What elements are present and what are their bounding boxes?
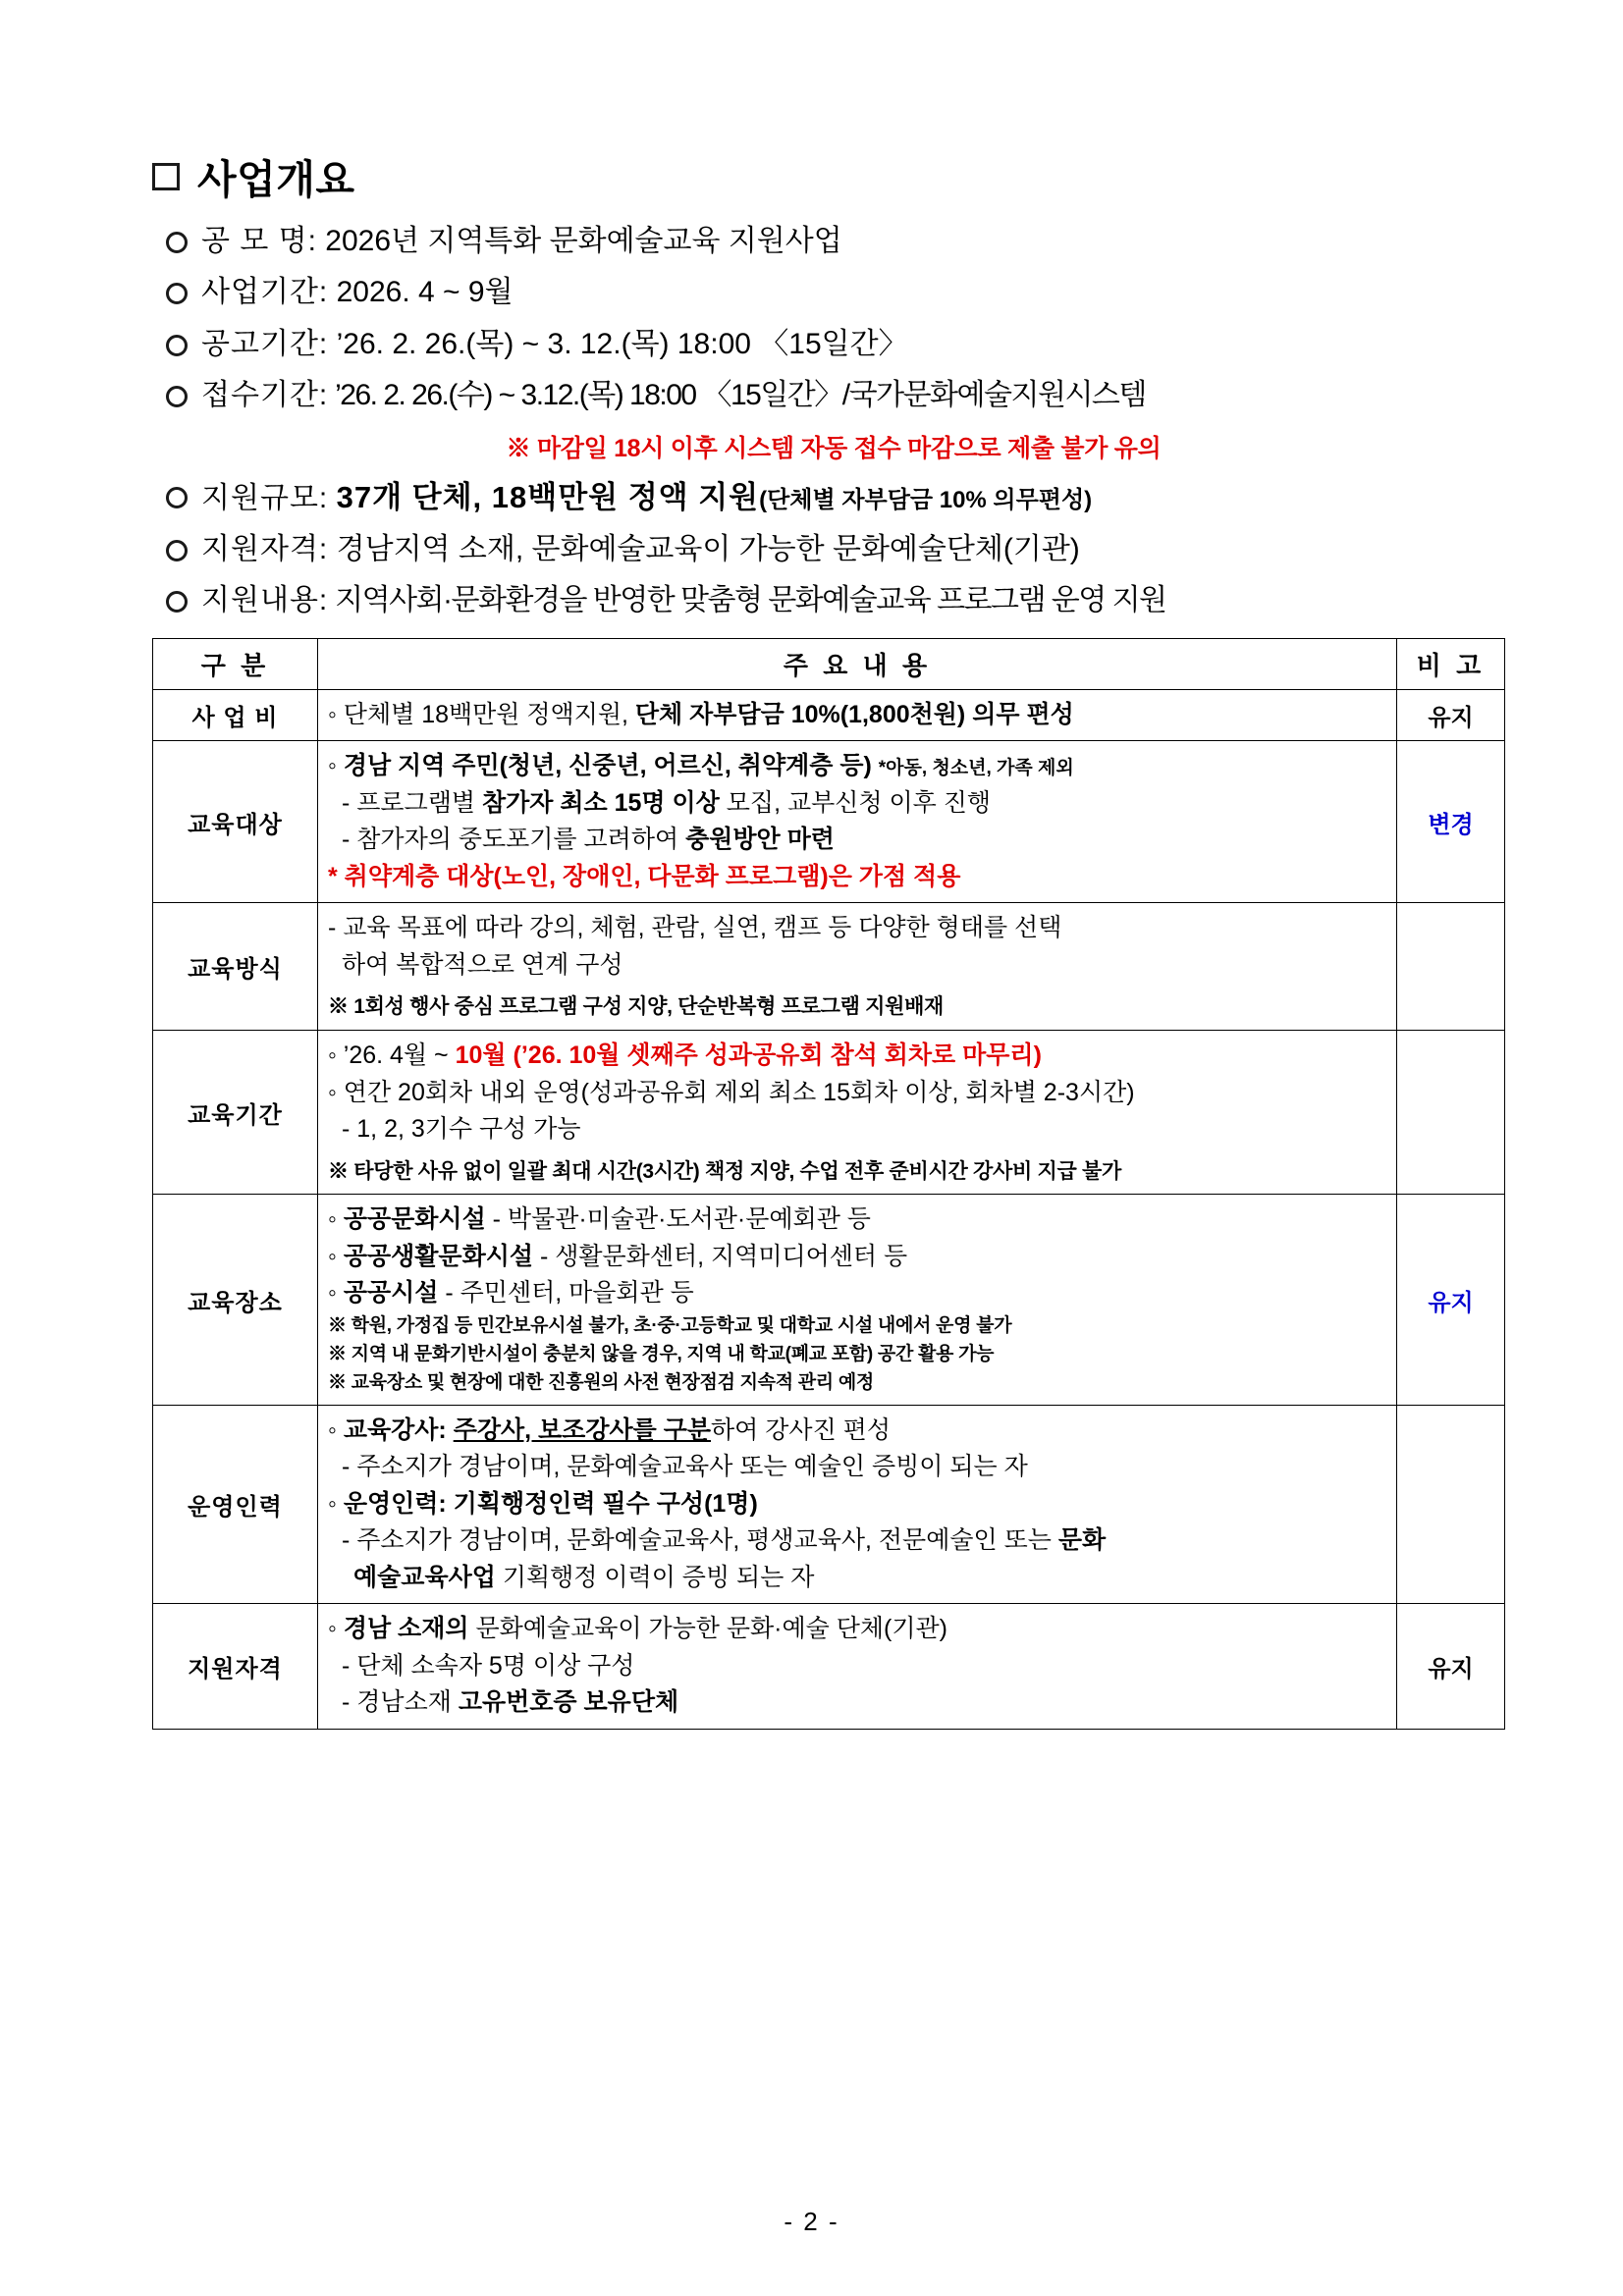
table-row bbox=[153, 1195, 1505, 1405]
circle-bullet-icon bbox=[166, 335, 188, 356]
content-line: - 1, 2, 3기수 구성 가능 bbox=[342, 1115, 581, 1144]
circle-bullet-icon bbox=[166, 386, 188, 407]
content-line: ※ 교육장소 및 현장에 대한 진흥원의 사전 현장점검 지속적 관리 예정 bbox=[328, 1371, 874, 1393]
row-content-4 bbox=[318, 1195, 1397, 1405]
content-line: ◦ 운영인력: 기획행정인력 필수 구성(1명) bbox=[328, 1489, 758, 1518]
content-line: ◦ 경남 지역 주민(청년, 신중년, 어르신, 취약계층 등) *아동, 청소년, 가족 제외 bbox=[328, 752, 1074, 780]
section-title-text: 사업개요 bbox=[197, 157, 355, 202]
list-item bbox=[152, 531, 1505, 568]
overview-value-5: 경남지역 소재, 문화예술교육이 가능한 문화예술단체(기관) bbox=[336, 532, 1080, 565]
content-line: ※ 타당한 사유 없이 일괄 최대 시간(3시간) 책정 지양, 수업 전후 준비시간 강사비 지급 불가 bbox=[328, 1159, 1122, 1183]
table-header-category: 구 분 bbox=[153, 638, 318, 689]
row-content-2 bbox=[318, 903, 1397, 1031]
content-line: - 경남소재 고유번호증 보유단체 bbox=[342, 1688, 679, 1717]
content-line: ◦ 교육강사: 주강사, 보조강사를 구분하여 강사진 편성 bbox=[328, 1415, 891, 1444]
page-number: - 2 - bbox=[784, 2207, 839, 2236]
overview-item-4 bbox=[201, 478, 1505, 517]
page-title bbox=[152, 147, 1505, 205]
overview-item-2 bbox=[201, 326, 1505, 363]
overview-suffix-4: (단체별 자부담금 10% 의무편성) bbox=[759, 486, 1093, 513]
table-row bbox=[153, 1031, 1505, 1195]
table-header-content: 주 요 내 용 bbox=[318, 638, 1397, 689]
row-category-6: 지원자격 bbox=[153, 1604, 318, 1730]
list-item bbox=[152, 478, 1505, 517]
content-line: - 프로그램별 참가자 최소 15명 이상 모집, 교부신청 이후 진행 bbox=[342, 788, 992, 817]
content-line: - 주소지가 경남이며, 문화예술교육사, 평생교육사, 전문예술인 또는 문화 bbox=[342, 1526, 1107, 1555]
content-line: * 취약계층 대상(노인, 장애인, 다문화 프로그램)은 가점 적용 bbox=[328, 862, 961, 890]
overview-list-2 bbox=[152, 478, 1505, 620]
list-item bbox=[152, 582, 1505, 619]
circle-bullet-icon bbox=[166, 591, 188, 613]
circle-bullet-icon bbox=[166, 232, 188, 253]
deadline-notice: ※ 마감일 18시 이후 시스템 자동 접수 마감으로 제출 불가 유의 bbox=[506, 434, 1162, 462]
circle-bullet-icon bbox=[166, 283, 188, 304]
row-note-3 bbox=[1397, 1031, 1505, 1195]
row-category-5: 운영인력 bbox=[153, 1405, 318, 1604]
list-item bbox=[152, 274, 1505, 311]
row-note-5 bbox=[1397, 1405, 1505, 1604]
content-line: ◦ 단체별 18백만원 정액지원, 단체 자부담금 10%(1,800천원) 의무 편성 bbox=[328, 700, 1074, 728]
content-line: - 단체 소속자 5명 이상 구성 bbox=[342, 1651, 635, 1680]
overview-value-4: 37개 단체, 18백만원 정액 지원 bbox=[336, 479, 760, 514]
table-row bbox=[153, 689, 1505, 741]
row-category-4: 교육장소 bbox=[153, 1195, 318, 1405]
overview-list bbox=[152, 223, 1505, 415]
circle-bullet-icon bbox=[166, 540, 188, 561]
content-line: ◦ 공공문화시설 - 박물관·미술관·도서관·문예회관 등 bbox=[328, 1205, 871, 1234]
row-category-0: 사 업 비 bbox=[153, 689, 318, 741]
content-line: ※ 지역 내 문화기반시설이 충분치 않을 경우, 지역 내 학교(폐교 포함) 공간 활용 가능 bbox=[328, 1343, 995, 1364]
content-line: 예술교육사업 기획행정 이력이 증빙 되는 자 bbox=[353, 1563, 815, 1591]
row-content-5 bbox=[318, 1405, 1397, 1604]
list-item bbox=[152, 223, 1505, 260]
overview-item-3 bbox=[201, 377, 1505, 414]
content-line: - 교육 목표에 따라 강의, 체험, 관람, 실연, 캠프 등 다양한 형태를 선택 bbox=[328, 914, 1062, 942]
overview-value-6: 지역사회·문화환경을 반영한 맞춤형 문화예술교육 프로그램 운영 지원 bbox=[335, 584, 1166, 617]
overview-item-0 bbox=[201, 223, 1505, 260]
table-row bbox=[153, 1405, 1505, 1604]
overview-label-2: 공고기간: bbox=[201, 327, 329, 360]
circle-bullet-icon bbox=[166, 487, 188, 508]
content-line: ◦ 공공생활문화시설 - 생활문화센터, 지역미디어센터 등 bbox=[328, 1242, 908, 1270]
row-note-6: 유지 bbox=[1397, 1604, 1505, 1730]
table-header-row bbox=[153, 638, 1505, 689]
table-row bbox=[153, 1604, 1505, 1730]
overview-label-4: 지원규모: bbox=[201, 481, 329, 514]
row-category-1: 교육대상 bbox=[153, 741, 318, 903]
list-item bbox=[152, 326, 1505, 363]
overview-label-5: 지원자격: bbox=[201, 532, 329, 565]
overview-value-2: ’26. 2. 26.(목) ~ 3. 12.(목) 18:00 〈15일간〉 bbox=[336, 327, 908, 360]
row-content-1 bbox=[318, 741, 1397, 903]
content-line: - 주소지가 경남이며, 문화예술교육사 또는 예술인 증빙이 되는 자 bbox=[342, 1453, 1028, 1481]
row-content-3 bbox=[318, 1031, 1397, 1195]
row-content-6 bbox=[318, 1604, 1397, 1730]
overview-value-0: 2026년 지역특화 문화예술교육 지원사업 bbox=[325, 225, 842, 257]
content-line: ◦ 연간 20회차 내외 운영(성과공유회 제외 최소 15회차 이상, 회차별 2-3시간) bbox=[328, 1078, 1135, 1106]
list-item bbox=[152, 377, 1505, 414]
row-note-4: 유지 bbox=[1397, 1195, 1505, 1405]
table-row bbox=[153, 903, 1505, 1031]
table-header-note: 비 고 bbox=[1397, 638, 1505, 689]
overview-item-1 bbox=[201, 274, 1505, 311]
content-line: - 참가자의 중도포기를 고려하여 충원방안 마련 bbox=[342, 826, 835, 854]
content-line: 하여 복합적으로 연계 구성 bbox=[342, 950, 623, 979]
content-line: ◦ 공공시설 - 주민센터, 마을회관 등 bbox=[328, 1279, 694, 1308]
overview-value-1: 2026. 4 ~ 9월 bbox=[336, 276, 514, 309]
overview-label-6: 지원내용: bbox=[201, 584, 329, 617]
row-content-0 bbox=[318, 689, 1397, 741]
row-note-2 bbox=[1397, 903, 1505, 1031]
square-bullet-icon bbox=[152, 163, 180, 190]
program-details-table bbox=[152, 638, 1505, 1730]
content-line: ◦ 경남 소재의 문화예술교육이 가능한 문화·예술 단체(기관) bbox=[328, 1615, 947, 1643]
content-line: ※ 학원, 가정집 등 민간보유시설 불가, 초·중·고등학교 및 대학교 시설 내에서 운영 불가 bbox=[328, 1314, 1012, 1336]
overview-label-1: 사업기간: bbox=[201, 276, 329, 309]
row-category-2: 교육방식 bbox=[153, 903, 318, 1031]
overview-value-3: ’26. 2. 26.(수) ~ 3.12.(목) 18:00 〈15일간〉/국가문화예술지원시스템 bbox=[335, 379, 1146, 412]
content-line: ◦ ’26. 4월 ~ 10월 (’26. 10월 셋째주 성과공유회 참석 회차로 마무리) bbox=[328, 1041, 1042, 1070]
row-note-0: 유지 bbox=[1397, 689, 1505, 741]
row-note-1: 변경 bbox=[1397, 741, 1505, 903]
table-row bbox=[153, 741, 1505, 903]
content-line: ※ 1회성 행사 중심 프로그램 구성 지양, 단순반복형 프로그램 지원배재 bbox=[328, 995, 945, 1019]
overview-label-0: 공 모 명: bbox=[201, 225, 317, 257]
overview-item-6 bbox=[201, 582, 1505, 619]
row-category-3: 교육기간 bbox=[153, 1031, 318, 1195]
overview-item-5 bbox=[201, 531, 1505, 568]
overview-label-3: 접수기간: bbox=[201, 379, 329, 412]
